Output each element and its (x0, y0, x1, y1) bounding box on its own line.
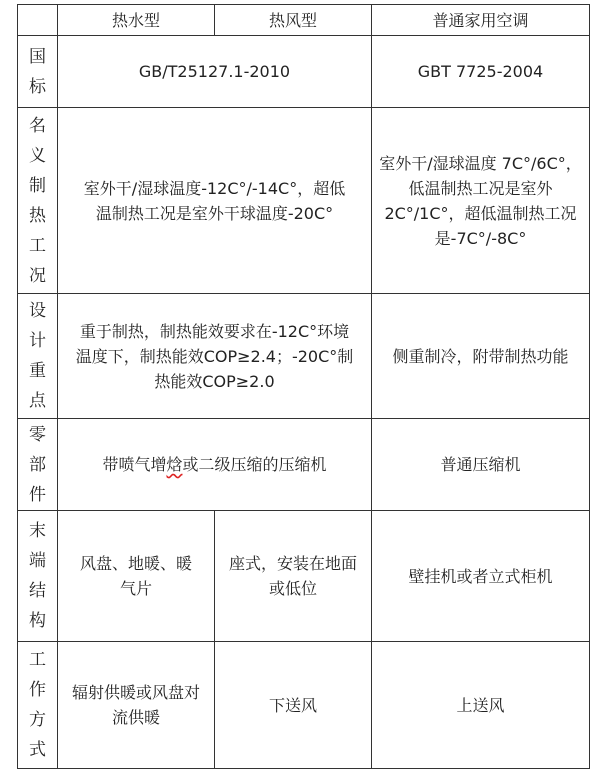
cell-rated-heat-pump: 室外干/湿球温度-12C°/-14C°，超低温制热工况是室外干球温度-20C° (58, 108, 372, 294)
cell-terminal-hot-air: 座式，安装在地面或低位 (215, 511, 372, 642)
cell-terminal-ac: 壁挂机或者立式柜机 (372, 511, 590, 642)
table-row (18, 642, 590, 769)
header-hot-air: 热风型 (215, 5, 372, 36)
row-label-standard: 国标 (18, 36, 58, 108)
table-header-row (18, 5, 590, 36)
components-text: 带喷气增焓或二级压缩的压缩机 (102, 455, 327, 474)
corner-cell (18, 5, 58, 36)
cell-rated-ac: 室外干/湿球温度 7C°/6C°，低温制热工况是室外 2C°/1C°，超低温制热工况是-7C°/-8C° (372, 108, 590, 294)
cell-terminal-hot-water: 风盘、地暖、暖气片 (58, 511, 215, 642)
row-label-mode: 工作方式 (18, 642, 58, 769)
header-hot-water: 热水型 (58, 5, 215, 36)
header-ac: 普通家用空调 (372, 5, 590, 36)
cell-mode-hot-water: 辐射供暖或风盘对流供暖 (58, 642, 215, 769)
row-label-terminal: 末端结构 (18, 511, 58, 642)
cell-standard-heat-pump: GB/T25127.1-2010 (58, 36, 372, 108)
row-label-design-focus: 设计重点 (18, 294, 58, 419)
cell-mode-hot-air: 下送风 (215, 642, 372, 769)
cell-standard-ac: GBT 7725-2004 (372, 36, 590, 108)
table-row (18, 36, 590, 108)
row-label-rated-conditions: 名义制热工况 (18, 108, 58, 294)
spellcheck-flagged-char: 焓 (166, 455, 183, 474)
row-label-components: 零部件 (18, 419, 58, 511)
table-row (18, 294, 590, 419)
table-row (18, 419, 590, 511)
cell-components-ac: 普通压缩机 (372, 419, 590, 511)
table-row (18, 511, 590, 642)
table-row (18, 108, 590, 294)
cell-components-heat-pump (58, 419, 372, 511)
cell-design-heat-pump: 重于制热，制热能效要求在-12C°环境温度下，制热能效COP≥2.4；-20C°制热能效COP≥2.0 (58, 294, 372, 419)
cell-mode-ac: 上送风 (372, 642, 590, 769)
cell-design-ac: 侧重制冷，附带制热功能 (372, 294, 590, 419)
comparison-table (17, 4, 590, 769)
